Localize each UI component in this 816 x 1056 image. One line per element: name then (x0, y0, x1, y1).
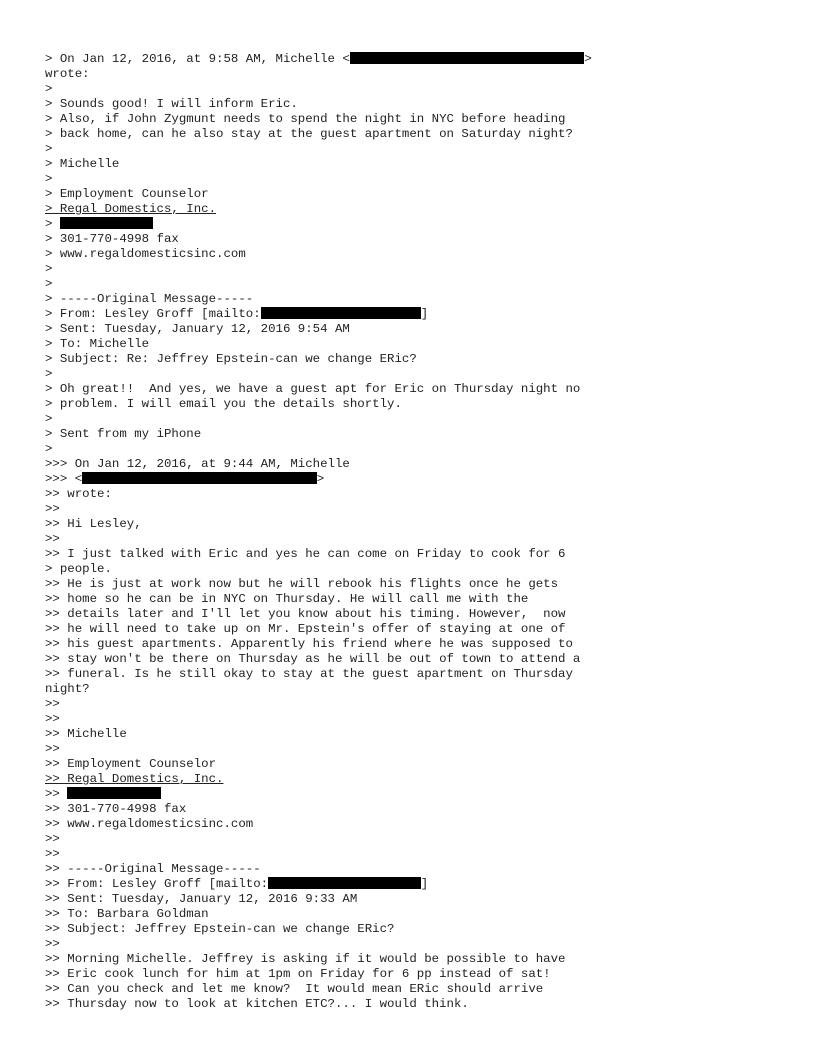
email-line (45, 142, 785, 157)
email-line-text: > (316, 472, 325, 486)
email-line (45, 547, 785, 562)
email-line-text: > On Jan 12, 2016, at 9:58 AM, Michelle < (45, 52, 350, 66)
email-line-text: >> Regal Domestics, Inc. (45, 772, 224, 786)
email-line (45, 877, 785, 892)
email-line (45, 67, 785, 82)
email-line-text: > Oh great!! And yes, we have a guest apt for Eric on Thursday night no (45, 382, 581, 396)
email-line-text: night? (45, 682, 90, 696)
email-line (45, 697, 785, 712)
email-line (45, 277, 785, 292)
email-line-text: ] (420, 877, 429, 891)
redaction-block (261, 307, 421, 319)
email-line-text: >> I just talked with Eric and yes he can come on Friday to cook for 6 (45, 547, 566, 561)
email-line (45, 187, 785, 202)
email-line-text: wrote: (45, 67, 90, 81)
email-line-text: >>> < (45, 472, 83, 486)
email-line (45, 637, 785, 652)
email-line-text: >> Employment Counselor (45, 757, 217, 771)
email-line (45, 502, 785, 517)
email-line (45, 967, 785, 982)
email-line (45, 577, 785, 592)
email-line (45, 427, 785, 442)
email-line-text: > (45, 412, 53, 426)
email-line-text: > Sent from my iPhone (45, 427, 202, 441)
email-line-text: >> stay won't be there on Thursday as he will be out of town to attend a (45, 652, 581, 666)
email-line (45, 322, 785, 337)
email-line (45, 562, 785, 577)
email-line-text: >> (45, 532, 60, 546)
email-line-text: > people. (45, 562, 112, 576)
redaction-block (67, 787, 160, 799)
email-line (45, 607, 785, 622)
email-line-text: >> his guest apartments. Apparently his friend where he was supposed to (45, 637, 573, 651)
email-line (45, 592, 785, 607)
email-line (45, 307, 785, 322)
email-line-text: >> (45, 742, 60, 756)
redaction-block (60, 217, 153, 229)
email-line (45, 127, 785, 142)
email-line-text: >> Sent: Tuesday, January 12, 2016 9:33 AM (45, 892, 358, 906)
email-line-text: > From: Lesley Groff [mailto: (45, 307, 261, 321)
redaction-block (82, 472, 317, 484)
email-line (45, 157, 785, 172)
email-line-text: > (45, 217, 60, 231)
email-line-text: > Employment Counselor (45, 187, 209, 201)
email-line (45, 457, 785, 472)
email-line-text: >> (45, 787, 68, 801)
email-line (45, 652, 785, 667)
email-line (45, 922, 785, 937)
email-line-text: > (45, 262, 53, 276)
email-line-text: >> Morning Michelle. Jeffrey is asking if it would be possible to have (45, 952, 566, 966)
email-line (45, 937, 785, 952)
email-line-text: > Sent: Tuesday, January 12, 2016 9:54 AM (45, 322, 350, 336)
email-line-text: > (45, 82, 53, 96)
email-line-text: >> (45, 937, 60, 951)
email-line-text: >> Michelle (45, 727, 127, 741)
email-line-text: >> funeral. Is he still okay to stay at the guest apartment on Thursday (45, 667, 573, 681)
email-line-text: >> 301-770-4998 fax (45, 802, 187, 816)
email-line (45, 217, 785, 232)
email-line (45, 82, 785, 97)
email-line-text: > (45, 172, 53, 186)
email-line (45, 487, 785, 502)
email-line-text: >> Hi Lesley, (45, 517, 142, 531)
email-line-text: >> he will need to take up on Mr. Epstein's offer of staying at one of (45, 622, 566, 636)
email-line (45, 772, 785, 787)
redaction-block (268, 877, 421, 889)
email-line (45, 622, 785, 637)
email-line (45, 952, 785, 967)
email-line-text: > (45, 367, 53, 381)
email-line-text: >> (45, 697, 60, 711)
email-line-text: > To: Michelle (45, 337, 150, 351)
email-line-text: > Michelle (45, 157, 120, 171)
email-line (45, 172, 785, 187)
email-line-text: > (45, 277, 53, 291)
email-line-text: >> From: Lesley Groff [mailto: (45, 877, 269, 891)
email-line (45, 97, 785, 112)
email-line-text: >> details later and I'll let you know about his timing. However, now (45, 607, 566, 621)
email-line-text: >> -----Original Message----- (45, 862, 261, 876)
email-line-text: ] (420, 307, 429, 321)
email-line (45, 682, 785, 697)
email-line-text: >> Thursday now to look at kitchen ETC?... I would think. (45, 997, 469, 1011)
email-line (45, 412, 785, 427)
email-line (45, 337, 785, 352)
email-line-text: > (45, 142, 53, 156)
email-line-text: > Regal Domestics, Inc. (45, 202, 217, 216)
email-line-text: >> www.regaldomesticsinc.com (45, 817, 254, 831)
email-line (45, 292, 785, 307)
email-line (45, 232, 785, 247)
email-line-text: > problem. I will email you the details shortly. (45, 397, 402, 411)
email-line (45, 382, 785, 397)
email-line-text: >> wrote: (45, 487, 112, 501)
email-line (45, 997, 785, 1012)
email-line-text: > 301-770-4998 fax (45, 232, 179, 246)
email-line (45, 472, 785, 487)
email-line-text: > (45, 442, 53, 456)
email-line-text: >> (45, 847, 60, 861)
email-line (45, 982, 785, 997)
email-line-text: >> Can you check and let me know? It would mean ERic should arrive (45, 982, 544, 996)
email-line (45, 247, 785, 262)
email-line (45, 712, 785, 727)
email-line (45, 262, 785, 277)
email-line (45, 817, 785, 832)
email-line (45, 802, 785, 817)
email-line-text: > (584, 52, 592, 66)
email-line-text: >> (45, 502, 60, 516)
email-line (45, 892, 785, 907)
email-line (45, 367, 785, 382)
email-line (45, 862, 785, 877)
email-line-text: >> (45, 832, 60, 846)
email-line-text: >> To: Barbara Goldman (45, 907, 209, 921)
email-line-text: > Also, if John Zygmunt needs to spend the night in NYC before heading (45, 112, 566, 126)
email-line (45, 727, 785, 742)
email-line (45, 352, 785, 367)
email-line (45, 787, 785, 802)
email-thread-document (45, 52, 785, 1012)
email-line-text: > -----Original Message----- (45, 292, 254, 306)
redaction-block (350, 52, 585, 64)
email-line-text: >> home so he can be in NYC on Thursday. He will call me with the (45, 592, 529, 606)
email-line (45, 442, 785, 457)
email-line-text: > www.regaldomesticsinc.com (45, 247, 246, 261)
email-line (45, 832, 785, 847)
email-line-text: >> Subject: Jeffrey Epstein-can we change ERic? (45, 922, 395, 936)
email-line-text: > Subject: Re: Jeffrey Epstein-can we change ERic? (45, 352, 417, 366)
email-line (45, 397, 785, 412)
email-line (45, 202, 785, 217)
email-line-text: >> Eric cook lunch for him at 1pm on Friday for 6 pp instead of sat! (45, 967, 551, 981)
email-line-text: >> He is just at work now but he will rebook his flights once he gets (45, 577, 559, 591)
email-line (45, 757, 785, 772)
email-line-text: > back home, can he also stay at the guest apartment on Saturday night? (45, 127, 573, 141)
email-line-text: > Sounds good! I will inform Eric. (45, 97, 298, 111)
email-line-text: >> (45, 712, 60, 726)
email-line (45, 742, 785, 757)
email-line (45, 52, 785, 67)
email-line (45, 517, 785, 532)
email-line (45, 907, 785, 922)
email-line-text: >>> On Jan 12, 2016, at 9:44 AM, Michelle (45, 457, 350, 471)
email-line (45, 667, 785, 682)
email-line (45, 112, 785, 127)
email-line (45, 847, 785, 862)
email-line (45, 532, 785, 547)
